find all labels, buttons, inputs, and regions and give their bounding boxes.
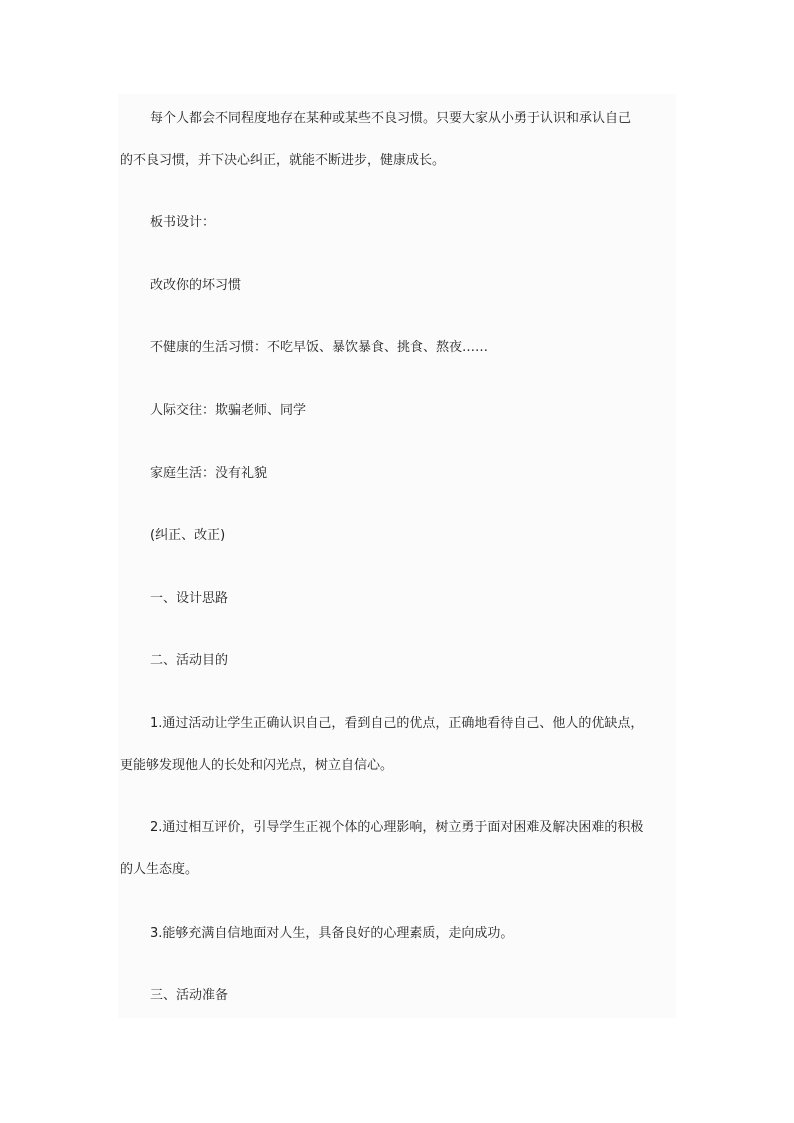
board-item-social: 人际交往：欺骗老师、同学 — [150, 403, 307, 418]
content-block — [118, 94, 676, 1018]
board-item-unhealthy-habits: 不健康的生活习惯：不吃早饭、暴饮暴食、挑食、熬夜…… — [150, 340, 489, 355]
section-heading-preparation: 三、活动准备 — [150, 988, 229, 1003]
board-item-correction: (纠正、改正) — [150, 528, 226, 543]
goal-1-line-1: 1.通过活动让学生正确认识自己，看到自己的优点，正确地看待自己、他人的优缺点， — [150, 716, 644, 731]
board-item-family: 家庭生活：没有礼貌 — [150, 466, 268, 481]
board-title: 改改你的坏习惯 — [150, 278, 242, 293]
section-heading-design: 一、设计思路 — [150, 591, 229, 606]
goal-3: 3.能够充满自信地面对人生，具备良好的心理素质，走向成功。 — [150, 926, 514, 941]
paragraph-line-2: 的不良习惯，并下决心纠正，就能不断进步，健康成长。 — [120, 153, 446, 168]
board-design-heading: 板书设计： — [150, 215, 216, 230]
paragraph-line-1: 每个人都会不同程度地存在某种或某些不良习惯。只要大家从小勇于认识和承认自己 — [150, 111, 632, 126]
goal-1-line-2: 更能够发现他人的长处和闪光点，树立自信心。 — [120, 758, 394, 773]
goal-2-line-1: 2.通过相互评价，引导学生正视个体的心理影响，树立勇于面对困难及解决困难的积极 — [150, 820, 644, 835]
section-heading-goals: 二、活动目的 — [150, 653, 229, 668]
goal-2-line-2: 的人生态度。 — [120, 862, 199, 877]
